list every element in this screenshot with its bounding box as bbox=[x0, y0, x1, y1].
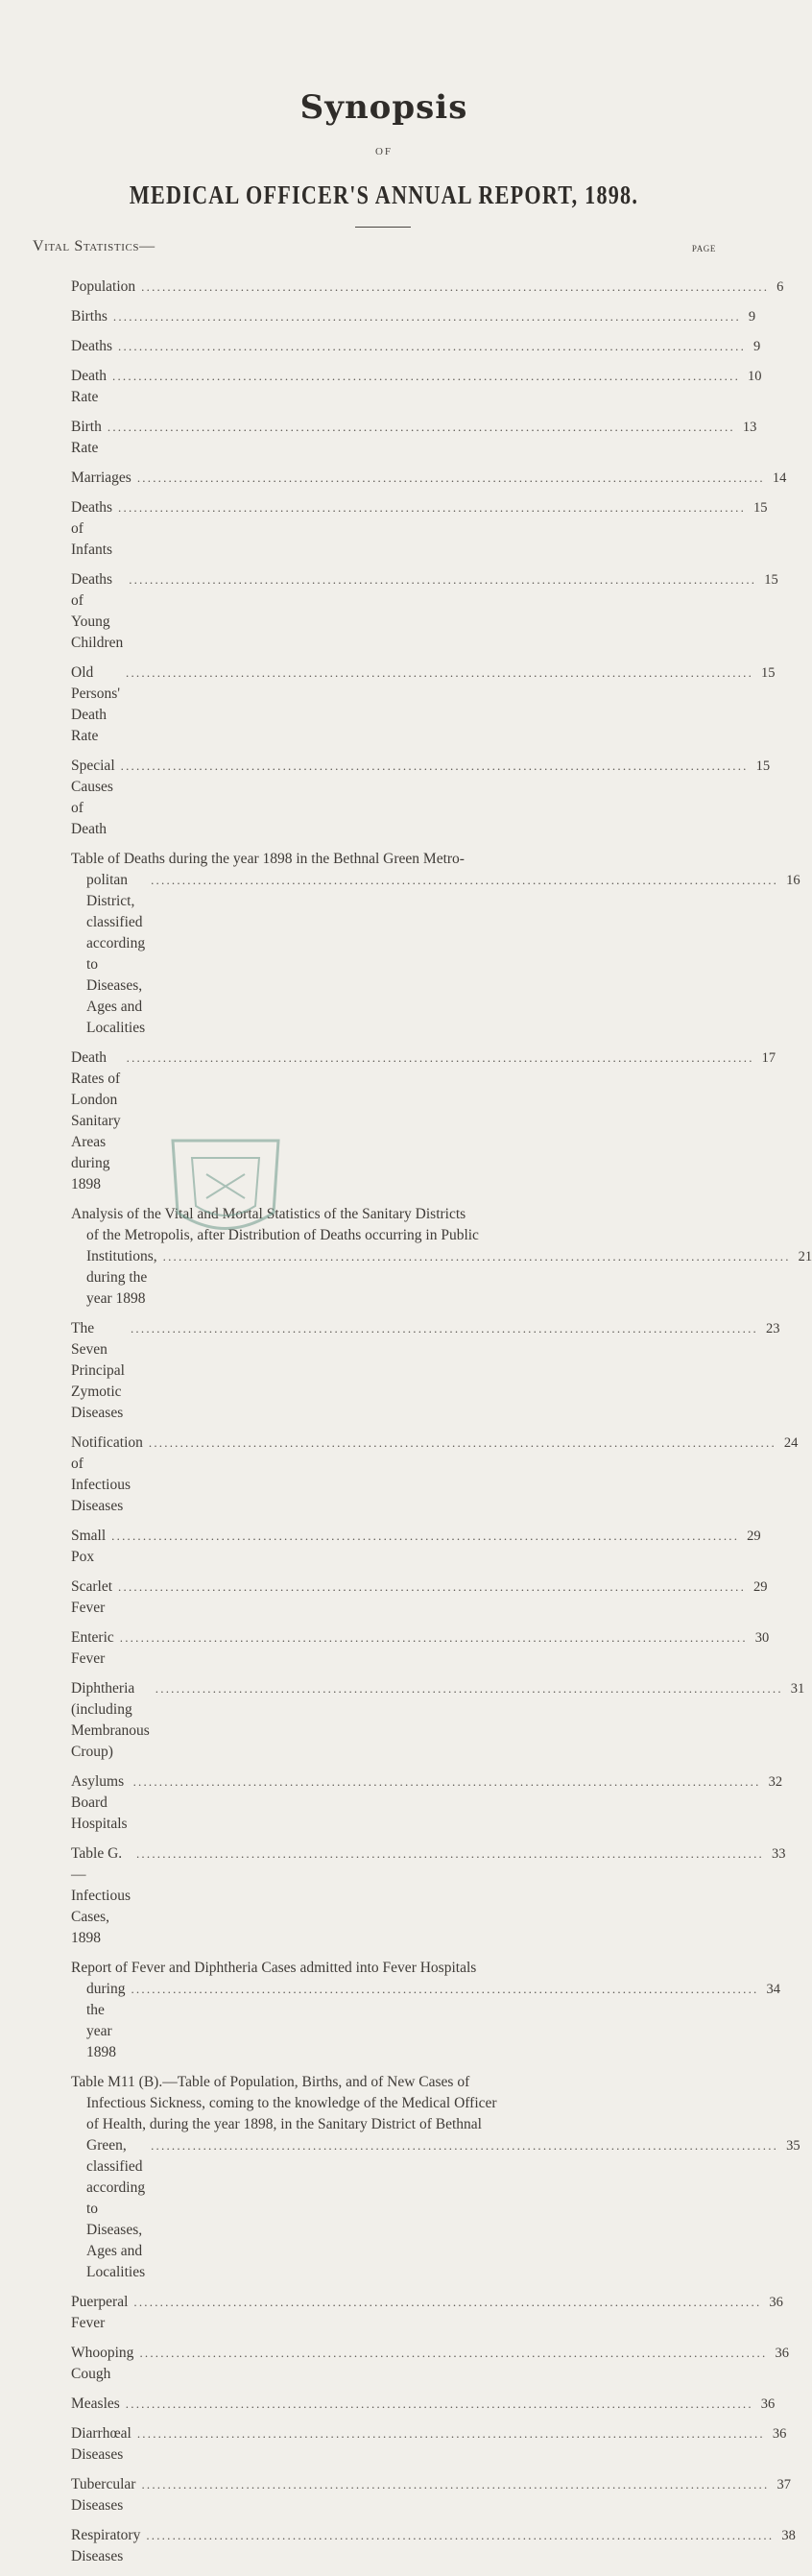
dot-leader: ........................................................................................................................ bbox=[132, 1774, 761, 1789]
page-number: 23 bbox=[765, 1321, 780, 1336]
entry-text: Deaths of Young Children bbox=[71, 571, 124, 651]
contents-entry bbox=[71, 662, 776, 747]
contents-entry bbox=[71, 1958, 780, 2063]
entry-text: Puerperal Fever bbox=[71, 2294, 129, 2331]
entry-text: Green, classified according to Diseases, Ages and Localities bbox=[86, 2137, 146, 2280]
page-number: 29 bbox=[753, 1579, 768, 1595]
entry-text: Notification of Infectious Diseases bbox=[71, 1434, 143, 1514]
page-number: 6 bbox=[776, 279, 784, 295]
dot-leader: ........................................................................................................................ bbox=[146, 2528, 775, 2542]
page-number: 32 bbox=[768, 1774, 783, 1790]
divider-rule bbox=[355, 227, 411, 228]
dot-leader: ........................................................................................................................ bbox=[135, 1846, 764, 1861]
contents-entry bbox=[71, 1432, 799, 1517]
contents-entry bbox=[71, 2292, 783, 2334]
entry-text: Table G.—Infectious Cases, 1898 bbox=[71, 1845, 131, 1946]
page-number: 17 bbox=[761, 1050, 776, 1066]
page-number: 33 bbox=[771, 1846, 786, 1862]
entry-text: Special Causes of Death bbox=[71, 758, 115, 837]
dot-leader: ........................................................................................................................ bbox=[112, 369, 741, 383]
dot-leader: ........................................................................................................................ bbox=[130, 1321, 758, 1336]
contents-entry bbox=[71, 2343, 789, 2385]
contents-entry bbox=[71, 2525, 796, 2567]
page-number: 36 bbox=[769, 2295, 783, 2310]
page-number: 13 bbox=[742, 420, 757, 435]
entry-text: Table of Deaths during the year 1898 in the Bethnal Green Metro- bbox=[71, 851, 465, 867]
entry-text: Infectious Sickness, coming to the knowledge of the Medical Officer bbox=[86, 2095, 497, 2111]
page-number: 21 bbox=[798, 1249, 812, 1264]
contents-entry bbox=[71, 1526, 761, 1568]
entry-text: Enteric Fever bbox=[71, 1629, 114, 1667]
page-number: 15 bbox=[753, 500, 768, 516]
entry-text: politan District, classified according to Diseases, Ages and Localities bbox=[86, 872, 146, 1036]
entry-text: Whooping Cough bbox=[71, 2345, 134, 2382]
entry-text: Measles bbox=[71, 2395, 120, 2412]
contents-entry bbox=[71, 306, 756, 327]
dot-leader: ........................................................................................................................ bbox=[162, 1249, 791, 1264]
contents-entry bbox=[71, 1627, 770, 1670]
contents-entry bbox=[71, 2072, 800, 2283]
section-label: Vital Statistics— bbox=[33, 238, 155, 254]
page-number: 38 bbox=[781, 2528, 796, 2543]
entry-text: Scarlet Fever bbox=[71, 1578, 113, 1616]
entry-text: Death Rate bbox=[71, 368, 107, 405]
entry-text: Institutions, during the year 1898 bbox=[86, 1248, 157, 1307]
page-number: 9 bbox=[753, 339, 761, 354]
entry-text: Analysis of the Vital and Mortal Statistics of the Sanitary Districts bbox=[71, 1206, 466, 1222]
dot-leader: ........................................................................................................................ bbox=[133, 2295, 762, 2309]
entry-text: Births bbox=[71, 308, 107, 325]
entry-text: Diarrhœal Diseases bbox=[71, 2425, 131, 2463]
dot-leader: ........................................................................................................................ bbox=[148, 1435, 776, 1450]
contents-entry bbox=[71, 569, 778, 654]
entry-text: during the year 1898 bbox=[86, 1981, 126, 2060]
page-number: 10 bbox=[748, 369, 762, 384]
dot-leader: ........................................................................................................................ bbox=[151, 873, 779, 887]
entry-text: of the Metropolis, after Distribution of Deaths occurring in Public bbox=[86, 1227, 479, 1243]
contents-entry bbox=[71, 1678, 805, 1763]
page-number: 15 bbox=[764, 572, 778, 588]
page-number: 14 bbox=[772, 470, 787, 486]
dot-leader: ........................................................................................................................ bbox=[107, 420, 735, 434]
dot-leader: ........................................................................................................................ bbox=[131, 1982, 759, 1996]
page-number: 15 bbox=[755, 758, 771, 774]
contents-entry bbox=[71, 1577, 768, 1619]
library-stamp bbox=[154, 1121, 298, 1246]
contents-entry bbox=[71, 2394, 776, 2415]
contents-entry bbox=[71, 417, 757, 459]
contents-entry bbox=[71, 756, 771, 840]
dot-leader: ........................................................................................................................ bbox=[136, 2426, 765, 2441]
report-heading: MEDICAL OFFICER'S ANNUAL REPORT, 1898. bbox=[129, 181, 639, 209]
dot-leader: ........................................................................................................................ bbox=[129, 572, 757, 587]
entry-text: Deaths of Infants bbox=[71, 499, 113, 558]
dot-leader: ........................................................................................................................ bbox=[120, 758, 749, 773]
entry-text: Report of Fever and Diphtheria Cases admitted into Fever Hospitals bbox=[71, 1960, 477, 1976]
dot-leader: ........................................................................................................................ bbox=[141, 2477, 770, 2492]
entry-text: Respiratory Diseases bbox=[71, 2527, 141, 2564]
contents-entry bbox=[71, 1843, 786, 1949]
entry-text: The Seven Principal Zymotic Diseases bbox=[71, 1320, 125, 1421]
dot-leader: ........................................................................................................................ bbox=[118, 1579, 747, 1594]
contents-entry bbox=[71, 366, 762, 408]
dot-leader: ........................................................................................................................ bbox=[125, 2396, 753, 2411]
contents-entry bbox=[71, 2474, 791, 2516]
contents-entry bbox=[71, 277, 784, 298]
dot-leader: ........................................................................................................................ bbox=[139, 2346, 768, 2360]
dot-leader: ........................................................................................................................ bbox=[151, 2138, 779, 2153]
page-number: 36 bbox=[775, 2346, 789, 2361]
dot-leader: ........................................................................................................................ bbox=[136, 470, 765, 485]
dot-leader: ........................................................................................................................ bbox=[119, 1630, 748, 1645]
section-header bbox=[33, 238, 716, 257]
dot-leader: ........................................................................................................................ bbox=[118, 500, 747, 515]
page-number: 16 bbox=[786, 873, 800, 888]
page-number: 34 bbox=[766, 1982, 780, 1997]
contents-entry bbox=[71, 468, 787, 489]
page-number: 36 bbox=[760, 2396, 776, 2412]
page-number: 30 bbox=[754, 1630, 770, 1646]
contents-entry bbox=[71, 336, 761, 357]
page-number: 24 bbox=[783, 1435, 799, 1451]
dot-leader: ........................................................................................................................ bbox=[118, 339, 747, 353]
page-number: 29 bbox=[747, 1529, 761, 1544]
contents-entry bbox=[71, 1318, 780, 1424]
contents-entry bbox=[71, 849, 800, 1039]
contents-entry bbox=[71, 2423, 787, 2466]
page-number: 36 bbox=[772, 2426, 787, 2442]
dot-leader: ........................................................................................................................ bbox=[112, 309, 741, 324]
entry-text: Asylums Board Hospitals bbox=[71, 1773, 128, 1832]
dot-leader: ........................................................................................................................ bbox=[155, 1681, 783, 1696]
entry-text: Old Persons' Death Rate bbox=[71, 664, 121, 744]
contents-entry bbox=[71, 497, 768, 561]
entry-text: Marriages bbox=[71, 469, 131, 486]
dot-leader: ........................................................................................................................ bbox=[126, 1050, 754, 1065]
page-number: 15 bbox=[761, 665, 776, 681]
contents-list bbox=[71, 277, 812, 2576]
dot-leader: ........................................................................................................................ bbox=[111, 1529, 740, 1543]
page-number: 9 bbox=[748, 309, 756, 325]
synopsis-title: Synopsis bbox=[299, 88, 468, 127]
entry-text: Small Pox bbox=[71, 1528, 107, 1565]
entry-text: of Health, during the year 1898, in the Sanitary District of Bethnal bbox=[86, 2116, 482, 2132]
contents-entry bbox=[71, 1771, 783, 1835]
entry-text: Diphtheria (including Membranous Croup) bbox=[71, 1680, 150, 1760]
entry-text: Death Rates of London Sanitary Areas during 1898 bbox=[71, 1049, 121, 1192]
dot-leader: ........................................................................................................................ bbox=[141, 279, 770, 294]
of-label: OF bbox=[374, 146, 394, 157]
page-number: 31 bbox=[790, 1681, 805, 1697]
entry-text: Deaths bbox=[71, 338, 113, 354]
entry-text: Tubercular Diseases bbox=[71, 2476, 136, 2514]
dot-leader: ........................................................................................................................ bbox=[126, 665, 754, 680]
page-column-header: page bbox=[691, 240, 716, 254]
entry-text: Table M11 (B).—Table of Population, Births, and of New Cases of bbox=[71, 2074, 470, 2090]
page-number: 35 bbox=[786, 2138, 800, 2154]
page-number: 37 bbox=[776, 2477, 791, 2492]
entry-text: Birth Rate bbox=[71, 419, 102, 456]
entry-text: Population bbox=[71, 278, 136, 295]
